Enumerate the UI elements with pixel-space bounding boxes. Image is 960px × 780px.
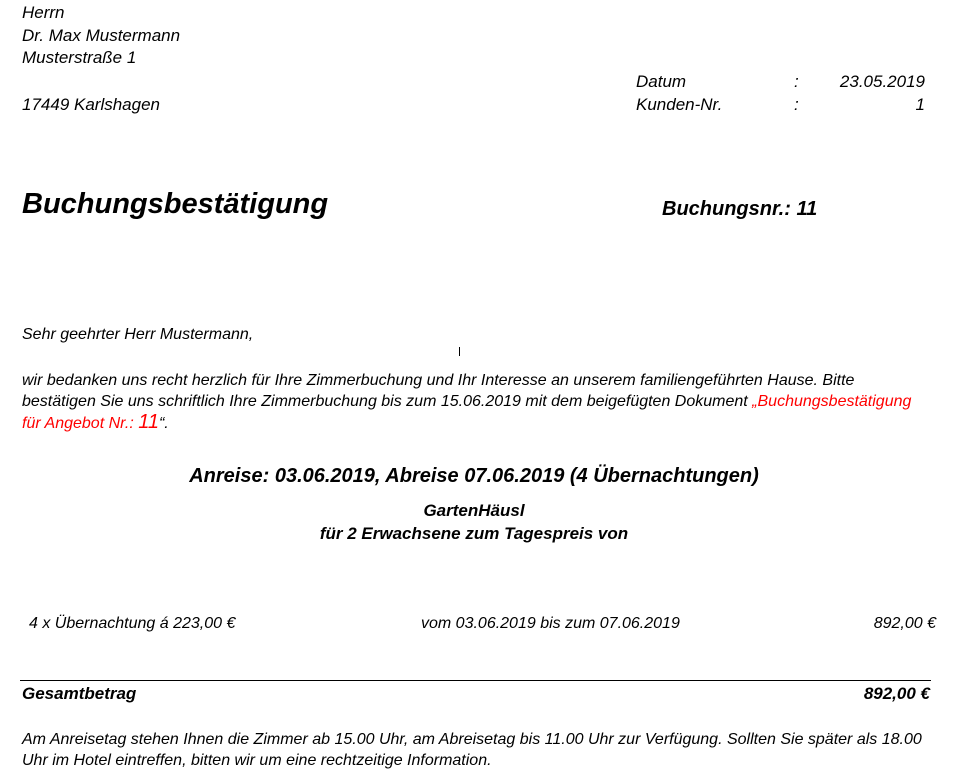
booking-number: Buchungsnr.: 11 (662, 198, 818, 220)
date-separator: : (794, 72, 799, 91)
line-item-period: vom 03.06.2019 bis zum 07.06.2019 (421, 615, 680, 632)
customer-number-separator: : (794, 95, 799, 114)
total-divider (20, 680, 931, 681)
letter-body (22, 370, 922, 434)
footer-note: Am Anreisetag stehen Ihnen die Zimmer ab 15.00 Uhr, am Abreisetag bis 11.00 Uhr zur Verfügung. Sollten Sie später als 18.00 Uhr im Hotel eintreffen, bitten wir um eine rechtzeitige Information. (22, 731, 922, 769)
recipient-salutation: Herrn (22, 3, 65, 22)
line-item-quantity: 4 x Übernachtung á 223,00 € (29, 615, 236, 632)
quote-text: Buchungsbestätigung für Angebot Nr.: (22, 393, 912, 432)
total-amount: 892,00 € (863, 684, 930, 703)
quote-number: 11 (138, 411, 159, 433)
unit-name: GartenHäusl (423, 501, 525, 520)
letter-greeting: Sehr geehrter Herr Mustermann, (22, 326, 254, 343)
quote-open: „ (752, 393, 758, 410)
recipient-street: Musterstraße 1 (22, 48, 137, 67)
customer-number-value: 1 (915, 95, 925, 114)
document-title: Buchungsbestätigung (22, 188, 329, 220)
date-label: Datum (636, 72, 687, 91)
recipient-city: 17449 Karlshagen (22, 95, 161, 114)
total-label: Gesamtbetrag (22, 684, 137, 703)
letter-body-text: wir bedanken uns recht herzlich für Ihre Zimmerbuchung und Ihr Interesse an unserem familiengeführten Hause. Bitte bestätigen Sie uns schriftlich Ihre Zimmerbuchung bis zum 15.06.2019 mit dem beigefügten Dokument (22, 372, 855, 410)
quote-close: “. (158, 415, 169, 432)
persons-line: für 2 Erwachsene zum Tagespreis von (319, 524, 629, 543)
customer-number-label: Kunden-Nr. (636, 95, 723, 114)
line-item-amount: 892,00 € (873, 615, 936, 632)
date-value: 23.05.2019 (839, 72, 925, 91)
text-cursor-mark (459, 347, 460, 356)
arrival-departure-line: Anreise: 03.06.2019, Abreise 07.06.2019 (4 Übernachtungen) (189, 465, 759, 487)
recipient-name: Dr. Max Mustermann (22, 26, 181, 45)
